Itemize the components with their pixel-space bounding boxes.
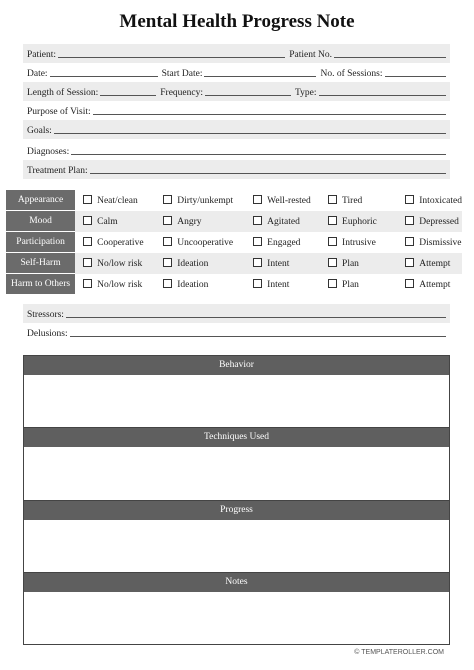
option-label: Ideation [177, 279, 209, 290]
option-label: Agitated [267, 216, 300, 227]
checkbox-icon[interactable] [328, 258, 337, 267]
option-tired[interactable] [320, 190, 397, 211]
option-label: Euphoric [342, 216, 377, 227]
option-label: Plan [342, 279, 359, 290]
techniques-textarea[interactable] [24, 447, 449, 501]
date-label: Date: [27, 69, 48, 79]
behavior-textarea[interactable] [24, 375, 449, 428]
option-neat-clean[interactable] [75, 190, 155, 211]
goals-label: Goals: [27, 126, 52, 136]
option-intoxicated[interactable] [397, 190, 462, 211]
purpose-label: Purpose of Visit: [27, 107, 91, 117]
option-calm[interactable] [75, 211, 155, 232]
start-date-field[interactable] [204, 76, 316, 77]
techniques-section [23, 427, 450, 501]
checkbox-icon[interactable] [405, 279, 414, 288]
notes-section [23, 572, 450, 645]
diagnoses-field[interactable] [71, 154, 446, 155]
checkbox-icon[interactable] [405, 195, 414, 204]
checkbox-icon[interactable] [253, 195, 262, 204]
option-label: Angry [177, 216, 202, 227]
stressors-field[interactable] [66, 317, 446, 318]
checkbox-icon[interactable] [253, 216, 262, 225]
option-label: Attempt [419, 279, 451, 290]
option-label: No/low risk [97, 279, 143, 290]
row-label: Participation [6, 232, 75, 253]
option-label: Well-rested [267, 195, 311, 206]
patient-no-label: Patient No. [289, 50, 332, 60]
patient-label: Patient: [27, 50, 57, 60]
type-label: Type: [295, 88, 317, 98]
option-depressed[interactable] [397, 211, 462, 232]
purpose-row [23, 101, 450, 120]
checkbox-icon[interactable] [163, 216, 172, 225]
stressors-label: Stressors: [27, 310, 64, 320]
option-plan[interactable] [320, 253, 397, 274]
date-row [23, 63, 450, 82]
checkbox-icon[interactable] [83, 279, 92, 288]
checkbox-icon[interactable] [328, 195, 337, 204]
progress-header: Progress [24, 501, 449, 520]
row-label: Self-Harm [6, 253, 75, 274]
option-intrusive[interactable] [320, 232, 397, 253]
patient-field[interactable] [58, 57, 285, 58]
row-label: Appearance [6, 190, 75, 211]
option-label: Intent [267, 279, 290, 290]
goals-row [23, 120, 450, 139]
num-sessions-field[interactable] [385, 76, 447, 77]
option-label: Dirty/unkempt [177, 195, 234, 206]
checklist-row-appearance [6, 190, 462, 211]
patient-no-field[interactable] [334, 57, 446, 58]
patient-row [23, 44, 450, 63]
checkbox-icon[interactable] [163, 258, 172, 267]
checkbox-icon[interactable] [328, 216, 337, 225]
option-label: Calm [97, 216, 118, 227]
option-agitated[interactable] [245, 211, 320, 232]
checklist-row-mood [6, 211, 462, 232]
goals-field[interactable] [54, 133, 446, 134]
checkbox-icon[interactable] [253, 237, 262, 246]
session-row [23, 82, 450, 101]
option-dirty-unkempt[interactable] [155, 190, 245, 211]
notes-header: Notes [24, 573, 449, 592]
option-ideation[interactable] [155, 253, 245, 274]
option-label: Intoxicated [419, 195, 462, 206]
option-label: Tired [342, 195, 363, 206]
frequency-field[interactable] [205, 95, 291, 96]
row-label: Mood [6, 211, 75, 232]
checkbox-icon[interactable] [253, 258, 262, 267]
option-label: Plan [342, 258, 359, 269]
footer-credit[interactable]: © TEMPLATEROLLER.COM [354, 649, 444, 656]
checkbox-icon[interactable] [328, 279, 337, 288]
checkbox-icon[interactable] [405, 237, 414, 246]
notes-textarea[interactable] [24, 592, 449, 645]
start-date-label: Start Date: [161, 69, 203, 79]
delusions-label: Delusions: [27, 329, 68, 339]
treatment-row [23, 160, 450, 179]
type-field[interactable] [319, 95, 447, 96]
techniques-header: Techniques Used [24, 428, 449, 447]
option-attempt[interactable] [397, 274, 462, 295]
checkbox-icon[interactable] [405, 258, 414, 267]
option-label: Intent [267, 258, 290, 269]
checklist-row-harm-to-others [6, 274, 462, 295]
num-sessions-label: No. of Sessions: [320, 69, 383, 79]
option-label: Dismissive [419, 237, 462, 248]
option-label: Attempt [419, 258, 451, 269]
treatment-label: Treatment Plan: [27, 166, 88, 176]
progress-section [23, 500, 450, 573]
diagnoses-label: Diagnoses: [27, 147, 70, 157]
option-no-low-risk[interactable] [75, 274, 155, 295]
option-euphoric[interactable] [320, 211, 397, 232]
option-plan[interactable] [320, 274, 397, 295]
option-ideation[interactable] [155, 274, 245, 295]
checklist-row-self-harm [6, 253, 462, 274]
behavior-section [23, 355, 450, 428]
checkbox-icon[interactable] [328, 237, 337, 246]
option-attempt[interactable] [397, 253, 462, 274]
option-dismissive[interactable] [397, 232, 462, 253]
option-label: Engaged [267, 237, 301, 248]
length-label: Length of Session: [27, 88, 99, 98]
checkbox-icon[interactable] [83, 216, 92, 225]
option-label: Depressed [419, 216, 459, 227]
checkbox-icon[interactable] [163, 279, 172, 288]
option-angry[interactable] [155, 211, 245, 232]
option-label: Uncooperative [177, 237, 234, 248]
option-uncooperative[interactable] [155, 232, 245, 253]
checkbox-icon[interactable] [405, 216, 414, 225]
option-cooperative[interactable] [75, 232, 155, 253]
checkbox-icon[interactable] [83, 258, 92, 267]
length-field[interactable] [100, 95, 156, 96]
behavior-header: Behavior [24, 356, 449, 375]
delusions-field[interactable] [70, 336, 446, 337]
checklist-row-participation [6, 232, 462, 253]
option-no-low-risk[interactable] [75, 253, 155, 274]
option-intent[interactable] [245, 274, 320, 295]
option-well-rested[interactable] [245, 190, 320, 211]
checkbox-icon[interactable] [253, 279, 262, 288]
diagnoses-row [23, 141, 450, 160]
page-title: Mental Health Progress Note [119, 11, 355, 32]
checkbox-icon[interactable] [163, 237, 172, 246]
delusions-row [23, 323, 450, 342]
assessment-checklist [6, 190, 462, 295]
checkbox-icon[interactable] [83, 195, 92, 204]
date-field[interactable] [50, 76, 158, 77]
purpose-field[interactable] [93, 114, 446, 115]
frequency-label: Frequency: [160, 88, 203, 98]
option-label: Cooperative [97, 237, 144, 248]
option-label: No/low risk [97, 258, 143, 269]
option-label: Intrusive [342, 237, 376, 248]
option-intent[interactable] [245, 253, 320, 274]
option-label: Ideation [177, 258, 209, 269]
checkbox-icon[interactable] [83, 237, 92, 246]
option-label: Neat/clean [97, 195, 138, 206]
stressors-row [23, 304, 450, 323]
progress-textarea[interactable] [24, 520, 449, 573]
treatment-field[interactable] [90, 173, 446, 174]
row-label: Harm to Others [6, 274, 75, 295]
checkbox-icon[interactable] [163, 195, 172, 204]
option-engaged[interactable] [245, 232, 320, 253]
